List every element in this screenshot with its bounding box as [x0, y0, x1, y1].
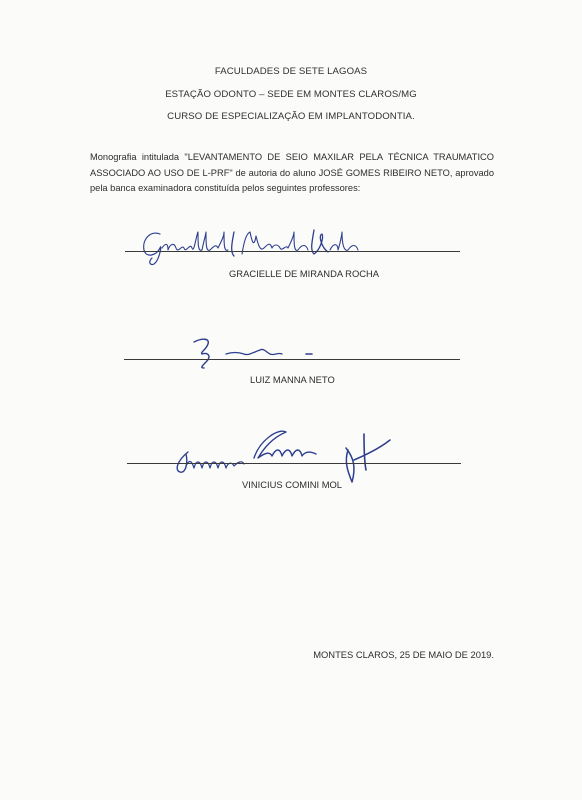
approval-statement [90, 150, 494, 197]
signature-line [124, 359, 460, 360]
statement-text-end: , aprovado pela banca examinadora constituída pelos seguintes professores: [90, 167, 494, 193]
professor-name: GRACIELLE DE MIRANDA ROCHA [229, 268, 380, 279]
campus-name: ESTAÇÃO ODONTO – SEDE EM MONTES CLAROS/MG [165, 89, 417, 100]
signature-luiz [186, 328, 326, 372]
professor-name: VINICIUS COMINI MOL [242, 479, 343, 490]
institution-name: FACULDADES DE SETE LAGOAS [214, 66, 368, 77]
statement-text-start: Monografia intitulada "LEVANTAMENTO DE SEIO MAXILAR PELA TÉCNICA TRAUMATICO ASSOCIADO AO USO DE L-PRF" de autoria do aluno [90, 152, 494, 178]
student-name: JOSÉ GOMES RIBEIRO NETO [318, 167, 450, 178]
signature-line [127, 463, 461, 464]
document-date: MONTES CLAROS, 25 DE MAIO DE 2019. [313, 649, 494, 660]
signature-line [125, 251, 460, 252]
signature-gracielle [138, 226, 368, 266]
course-name: CURSO DE ESPECIALIZAÇÃO EM IMPLANTODONTIA. [167, 111, 415, 122]
professor-name: LUIZ MANNA NETO [250, 374, 335, 385]
